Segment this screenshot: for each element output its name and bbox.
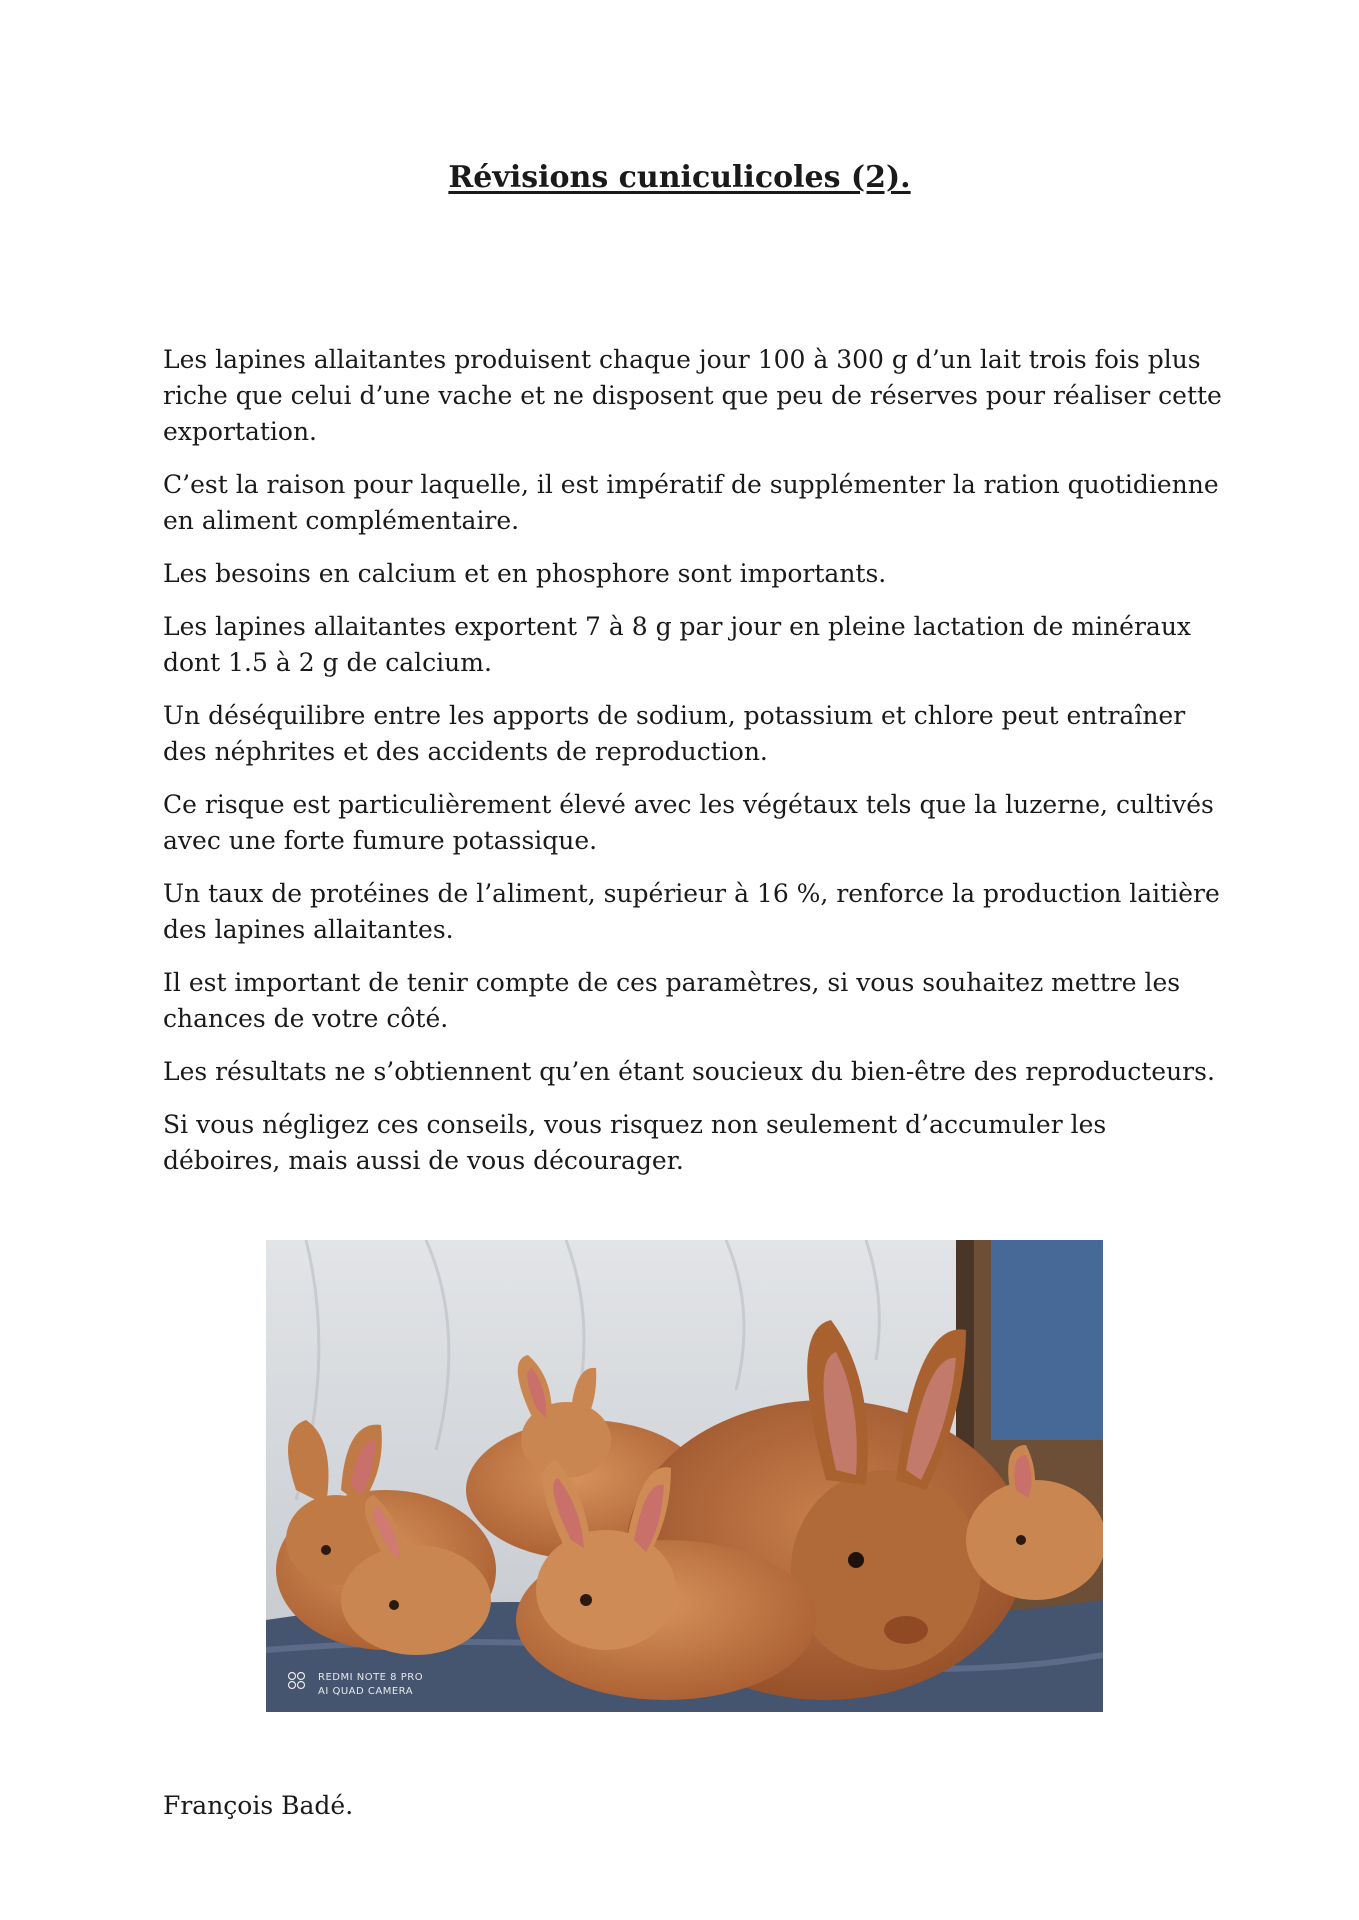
rabbits-illustration — [266, 1240, 1103, 1712]
paragraph: C’est la raison pour laquelle, il est impératif de supplémenter la ration quotidienne en aliment complémentaire. — [163, 470, 1219, 535]
paragraph: Ce risque est particulièrement élevé avec les végétaux tels que la luzerne, cultivés avec une forte fumure potassique. — [163, 790, 1214, 855]
paragraph: Il est important de tenir compte de ces paramètres, si vous souhaitez mettre les chances de votre côté. — [163, 968, 1181, 1033]
paragraph: Les résultats ne s’obtiennent qu’en étant soucieux du bien-être des reproducteurs. — [163, 1057, 1215, 1086]
camera-watermark-subtitle: AI QUAD CAMERA — [318, 1686, 414, 1697]
paragraph: Les lapines allaitantes produisent chaque jour 100 à 300 g d’un lait trois fois plus riche que celui d’une vache et ne disposent que peu de réserves pour réaliser cette exportation. — [163, 345, 1222, 446]
paragraph: Un taux de protéines de l’aliment, supérieur à 16 %, renforce la production laitière des lapines allaitantes. — [163, 879, 1220, 944]
rabbits-photo — [266, 1240, 1103, 1712]
paragraph: Si vous négligez ces conseils, vous risquez non seulement d’accumuler les déboires, mais aussi de vous décourager. — [163, 1110, 1107, 1175]
paragraph: Les besoins en calcium et en phosphore sont importants. — [163, 559, 887, 588]
paragraph: Les lapines allaitantes exportent 7 à 8 g par jour en pleine lactation de minéraux dont 1.5 à 2 g de calcium. — [163, 612, 1192, 677]
document-body — [163, 342, 1223, 1196]
paragraph: Un déséquilibre entre les apports de sodium, potassium et chlore peut entraîner des néphrites et des accidents de reproduction. — [163, 701, 1186, 766]
camera-watermark-model: REDMI NOTE 8 PRO — [318, 1672, 424, 1683]
author-signature: François Badé. — [163, 1791, 354, 1820]
document-title: Révisions cuniculicoles (2). — [448, 160, 911, 195]
